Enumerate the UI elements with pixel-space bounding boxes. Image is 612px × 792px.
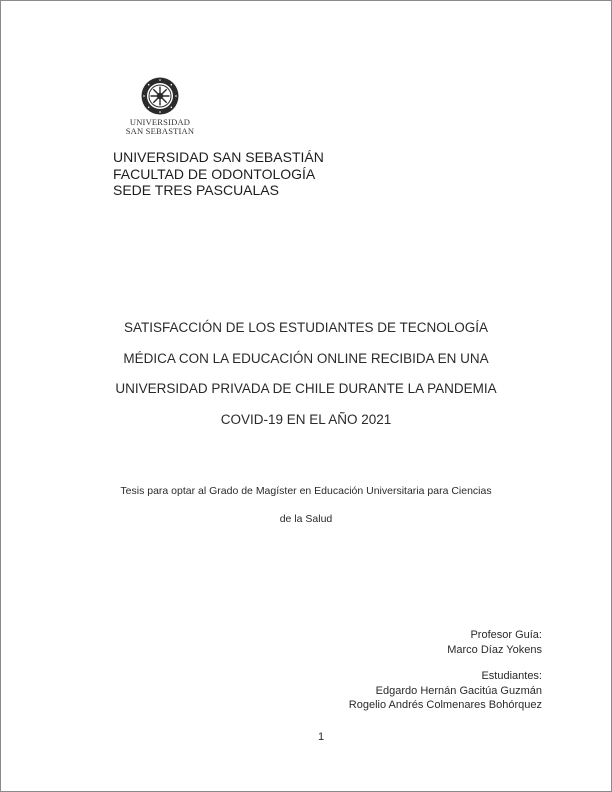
campus-name: SEDE TRES PASCUALAS: [113, 182, 279, 198]
logo-line-1: UNIVERSIDAD: [129, 117, 191, 127]
title-line: SATISFACCIÓN DE LOS ESTUDIANTES DE TECNOLOGÍA: [123, 320, 489, 335]
degree-statement: [60, 477, 552, 533]
advisor-label: Profesor Guía:: [470, 629, 542, 641]
university-logo: [112, 76, 208, 136]
degree-line: Tesis para optar al Grado de Magíster en Educación Universitaria para Ciencias: [120, 485, 492, 497]
logo-line-2: SAN SEBASTIAN: [125, 126, 195, 136]
student-name: Edgardo Hernán Gacitúa Guzmán: [375, 684, 542, 697]
university-name: UNIVERSIDAD SAN SEBASTIÁN: [113, 149, 324, 165]
students-block: [349, 669, 542, 713]
title-line: COVID-19 EN EL AÑO 2021: [220, 411, 392, 427]
thesis-title: [60, 313, 552, 435]
advisor-block: [447, 628, 542, 657]
page-number: 1: [318, 731, 325, 743]
degree-line: de la Salud: [279, 513, 333, 525]
university-seal-icon: [140, 76, 180, 116]
institution-header: [113, 149, 324, 199]
students-label: Estudiantes:: [481, 670, 542, 682]
faculty-name: FACULTAD DE ODONTOLOGÍA: [113, 165, 316, 182]
title-line: MÉDICA CON LA EDUCACIÓN ONLINE RECIBIDA EN UNA: [123, 350, 489, 366]
student-name: Rogelio Andrés Colmenares Bohórquez: [348, 699, 542, 711]
title-line: UNIVERSIDAD PRIVADA DE CHILE DURANTE LA PANDEMIA: [115, 381, 497, 396]
advisor-name: Marco Díaz Yokens: [447, 643, 542, 656]
